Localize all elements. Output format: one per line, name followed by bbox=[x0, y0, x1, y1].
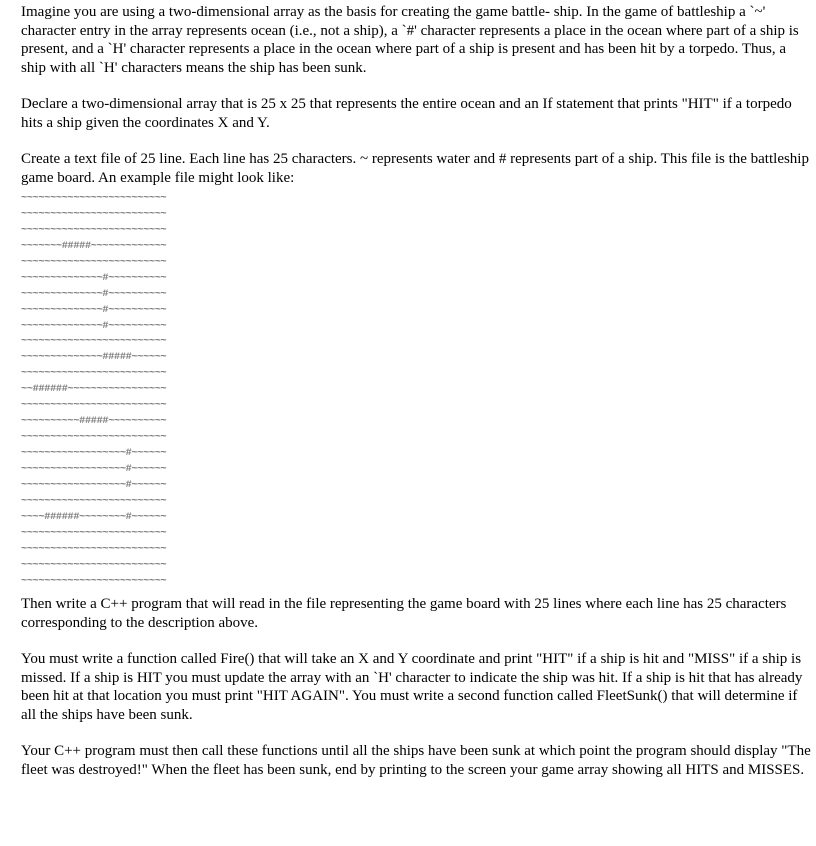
board-line: ~~~~~~~~~~~~~~~~~~~~~~~~~ bbox=[21, 224, 167, 236]
board-line: ~~~~~~~~~~~~~~~~~~~~~~~~~ bbox=[21, 543, 167, 555]
board-line: ~~~~~~~~~~~~~~~~~~~~~~~~~ bbox=[21, 368, 167, 380]
board-line: ~~~~~~~~~~~~~~~~~~~~~~~~~ bbox=[21, 559, 167, 571]
board-line: ~~~~~~~~~~~~~~~~~~~~~~~~~ bbox=[21, 527, 167, 539]
then-paragraph: Then write a C++ program that will read in the file representing the game board with 25 lines where each line has 25 characters corresponding to the description above. bbox=[21, 596, 787, 631]
board-line: ~~~~~~~~~~~~~~~~~~#~~~~~~ bbox=[21, 479, 167, 491]
board-line: ~~~~~~~~~~#####~~~~~~~~~~ bbox=[21, 416, 167, 428]
board-line: ~~~~######~~~~~~~~#~~~~~~ bbox=[21, 511, 167, 523]
board-line: ~~~~~~~~~~~~~~#~~~~~~~~~~ bbox=[21, 272, 167, 284]
example-game-board bbox=[21, 191, 811, 581]
board-line: ~~~~~~~~~~~~~~~~~~~~~~~~~ bbox=[21, 256, 167, 268]
board-line: ~~~~~~~~~~~~~~~~~~~~~~~~~ bbox=[21, 400, 167, 412]
board-line: ~~~~~~~#####~~~~~~~~~~~~~ bbox=[21, 240, 167, 252]
board-line: ~~######~~~~~~~~~~~~~~~~~ bbox=[21, 384, 167, 396]
intro-paragraph: Imagine you are using a two-dimensional array as the basis for creating the game battle- ship. In the game of battleship a `~' character entry in the array represents ocean (i.e., not a ship), a `#' character represents a place in the ocean where part of a ship is present, and a `H' character represents a place in the ocean where part of a ship is present and has been hit by a torpedo. Thus, a ship with all `H' characters means the ship has been sunk. bbox=[21, 4, 799, 76]
board-line: ~~~~~~~~~~~~~~~~~~~~~~~~~ bbox=[21, 432, 167, 444]
board-line: ~~~~~~~~~~~~~~#~~~~~~~~~~ bbox=[21, 288, 167, 300]
fire-function-paragraph: You must write a function called Fire() that will take an X and Y coordinate and print "HIT" if a ship is hit and "MISS" if a ship is missed. If a ship is HIT you must update the array with an `H' character to indicate the ship was hit. If a ship is hit that has already been hit at that location you must print "HIT AGAIN". You must write a second function called FleetSunk() that will determine if all the ships have been sunk. bbox=[21, 651, 803, 723]
board-line: ~~~~~~~~~~~~~~~~~~~~~~~~~ bbox=[21, 208, 167, 220]
board-line: ~~~~~~~~~~~~~~#~~~~~~~~~~ bbox=[21, 320, 167, 332]
board-line: ~~~~~~~~~~~~~~~~~~#~~~~~~ bbox=[21, 463, 167, 475]
create-file-paragraph: Create a text file of 25 line. Each line has 25 characters. ~ represents water and # represents part of a ship. This file is the battleship game board. An example file might look like: bbox=[21, 151, 809, 186]
declare-paragraph: Declare a two-dimensional array that is 25 x 25 that represents the entire ocean and an If statement that prints "HIT" if a torpedo hits a ship given the coordinates X and Y. bbox=[21, 96, 792, 131]
board-line: ~~~~~~~~~~~~~~~~~~~~~~~~~ bbox=[21, 495, 167, 507]
board-line: ~~~~~~~~~~~~~~#~~~~~~~~~~ bbox=[21, 304, 167, 316]
board-line: ~~~~~~~~~~~~~~~~~~#~~~~~~ bbox=[21, 448, 167, 459]
board-line: ~~~~~~~~~~~~~~~~~~~~~~~~~ bbox=[21, 193, 167, 204]
document-page bbox=[21, 3, 811, 779]
final-paragraph: Your C++ program must then call these functions until all the ships have been sunk at which point the program should display "The fleet was destroyed!" When the fleet has been sunk, end by printing to the screen your game array showing all HITS and MISSES. bbox=[21, 743, 811, 778]
board-line: ~~~~~~~~~~~~~~~~~~~~~~~~~ bbox=[21, 336, 167, 348]
board-line: ~~~~~~~~~~~~~~#####~~~~~~ bbox=[21, 352, 167, 364]
board-line: ~~~~~~~~~~~~~~~~~~~~~~~~~ bbox=[21, 575, 167, 581]
